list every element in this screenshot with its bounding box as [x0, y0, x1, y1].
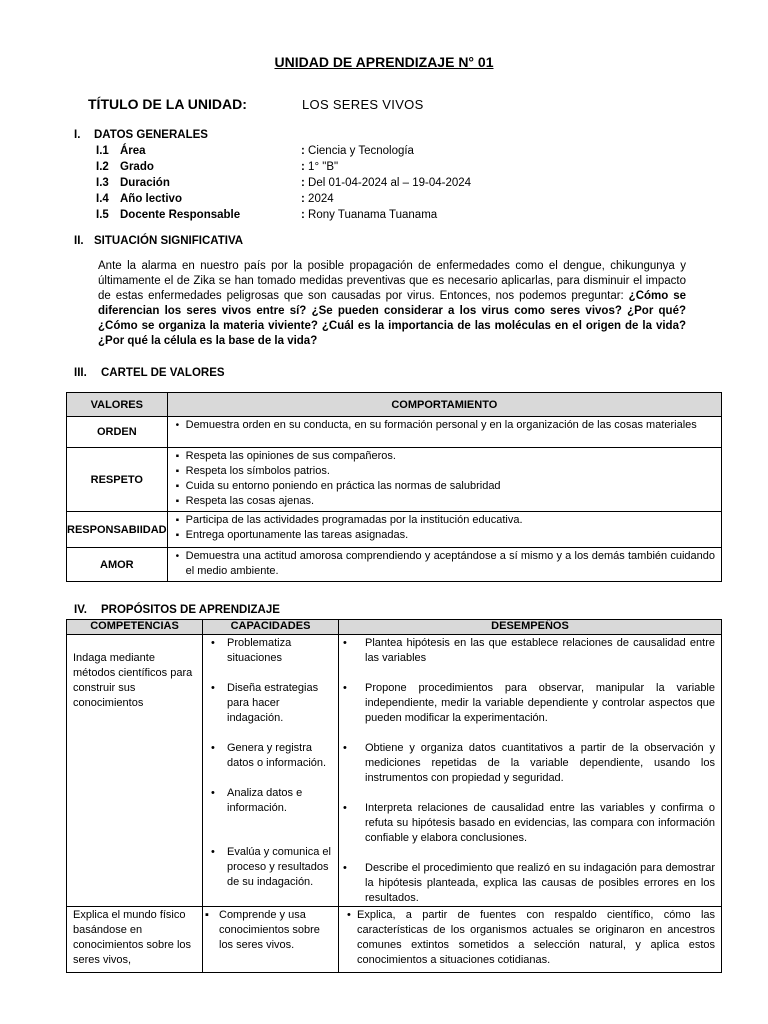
- behavior-item: ▪ Entrega oportunamente las tareas asignadas.: [175, 529, 409, 541]
- general-row-grade: I.2 Grado : 1° "B": [96, 161, 339, 173]
- value-behaviors: [167, 417, 721, 448]
- capacities-cell: [203, 907, 339, 973]
- value-row-responsibility: [67, 512, 722, 548]
- header-competences: COMPETENCIAS: [67, 620, 203, 635]
- value-row-love: [67, 548, 722, 582]
- general-row-duration: I.3 Duración : Del 01-04-2024 al – 19-04-2024: [96, 177, 472, 189]
- capacity-item: • Genera y registra datos o información.: [211, 742, 327, 769]
- value-name: AMOR: [67, 548, 168, 582]
- section-general-data: I. DATOS GENERALES: [74, 129, 208, 141]
- values-table-header: [67, 393, 722, 417]
- situation-paragraph: Ante la alarma en nuestro país por la posible propagación de enfermedades como el dengue, chikungunya y últimamente el de Zika se han tomado medidas preventivas que es necesario aplicarlas, para disminuir el impacto de estas enfermedades peligrosas que son causadas por virus. Entonces, nos podemos preguntar: ¿Cómo se diferencian los seres vivos entre sí? ¿Se pueden considerar a los virus como seres vivos? ¿Por qué? ¿Cómo se organiza la materia viviente? ¿Cuál es la importancia de las moléculas en el origen de la vida? ¿Por qué la célula es la base de la vida?: [98, 260, 686, 347]
- value-behaviors: [167, 512, 721, 548]
- document-title: UNIDAD DE APRENDIZAJE N° 01: [274, 54, 494, 70]
- behavior-item: ▪ Respeta los símbolos patrios.: [175, 465, 330, 477]
- section-significant-situation: II. SITUACIÓN SIGNIFICATIVA: [74, 235, 244, 247]
- behavior-item: ▪ Participa de las actividades programadas por la institución educativa.: [175, 514, 523, 526]
- capacities-cell: [203, 635, 339, 907]
- behavior-item: ▪ Respeta las opiniones de sus compañeros.: [175, 450, 396, 462]
- general-row-year: I.4 Año lectivo : 2024: [96, 193, 334, 205]
- capacity-item: • Analiza datos e información.: [211, 787, 303, 814]
- value-row-respect: [67, 448, 722, 512]
- header-behavior: COMPORTAMIENTO: [167, 393, 721, 417]
- value-behaviors: [167, 448, 721, 512]
- performance-item: • Propone procedimientos para observar, manipular la variable independiente, medir la variable dependiente y controlar aspectos que pueden modificar la experimentación.: [343, 682, 715, 724]
- value-row-order: [67, 417, 722, 448]
- capacity-item: • Evalúa y comunica el proceso y resultados de su indagación.: [211, 846, 331, 888]
- performance-item: • Explica, a partir de fuentes con respaldo científico, cómo las características de los organismos actuales se originaron en ancestros comunes extintos sometidos a selección natural, y aplica estos conocimientos a situaciones cotidianas.: [347, 909, 715, 966]
- general-row-teacher: I.5 Docente Responsable : Rony Tuanama Tuanama: [96, 209, 438, 221]
- performances-cell: [339, 907, 722, 973]
- unit-title-value: LOS SERES VIVOS: [302, 97, 424, 112]
- purposes-row-inquiry: [67, 635, 722, 907]
- purposes-table: [66, 619, 722, 973]
- behavior-item: ▪ Respeta las cosas ajenas.: [175, 495, 315, 507]
- performance-item: • Interpreta relaciones de causalidad entre las variables y confirma o refuta su hipótesis basado en evidencias, las compara con información confiable y elabora conclusiones.: [343, 802, 715, 844]
- purposes-row-explains: [67, 907, 722, 973]
- performance-item: • Obtiene y organiza datos cuantitativos a partir de la observación y mediciones repetidas de la variable dependiente, usando los instrumentos con propiedad y seguridad.: [343, 742, 715, 784]
- behavior-item: ▪ Cuida su entorno poniendo en práctica las normas de salubridad: [175, 480, 501, 492]
- value-behaviors: [167, 548, 721, 582]
- capacity-item: • Diseña estrategias para hacer indagación.: [211, 682, 319, 724]
- capacity-item: • Problematiza situaciones: [211, 637, 292, 664]
- header-capacities: CAPACIDADES: [203, 620, 339, 635]
- value-name: RESPETO: [67, 448, 168, 512]
- performance-item: • Plantea hipótesis en las que establece relaciones de causalidad entre las variables: [343, 637, 715, 664]
- header-values: VALORES: [67, 393, 168, 417]
- unit-title-label: TÍTULO DE LA UNIDAD:: [88, 96, 247, 112]
- behavior-item: • Demuestra orden en su conducta, en su formación personal y en la organización de las cosas materiales: [175, 419, 697, 431]
- general-row-area: I.1 Área : Ciencia y Tecnología: [96, 145, 414, 157]
- values-table: [66, 392, 722, 582]
- section-learning-purposes: IV. PROPÓSITOS DE APRENDIZAJE: [74, 604, 280, 616]
- value-name: ORDEN: [67, 417, 168, 448]
- competence-cell: Indaga mediante métodos científicos para construir sus conocimientos: [67, 635, 203, 907]
- capacity-item: ▪ Comprende y usa conocimientos sobre los seres vivos.: [205, 909, 320, 951]
- section-values-chart: III. CARTEL DE VALORES: [74, 367, 225, 379]
- performance-item: • Describe el procedimiento que realizó en su indagación para demostrar la hipótesis planteada, explica las causas de posibles errores en los resultados.: [343, 862, 715, 904]
- performances-cell: [339, 635, 722, 907]
- value-name: RESPONSABIIDAD: [67, 512, 168, 548]
- behavior-item: • Demuestra una actitud amorosa comprendiendo y aceptándose a sí mismo y a los demás también cuidando el medio ambiente.: [175, 550, 715, 577]
- competence-cell: Explica el mundo físico basándose en conocimientos sobre los seres vivos,: [67, 907, 203, 973]
- header-performances: DESEMPEÑOS: [339, 620, 722, 635]
- purposes-table-header: [67, 620, 722, 635]
